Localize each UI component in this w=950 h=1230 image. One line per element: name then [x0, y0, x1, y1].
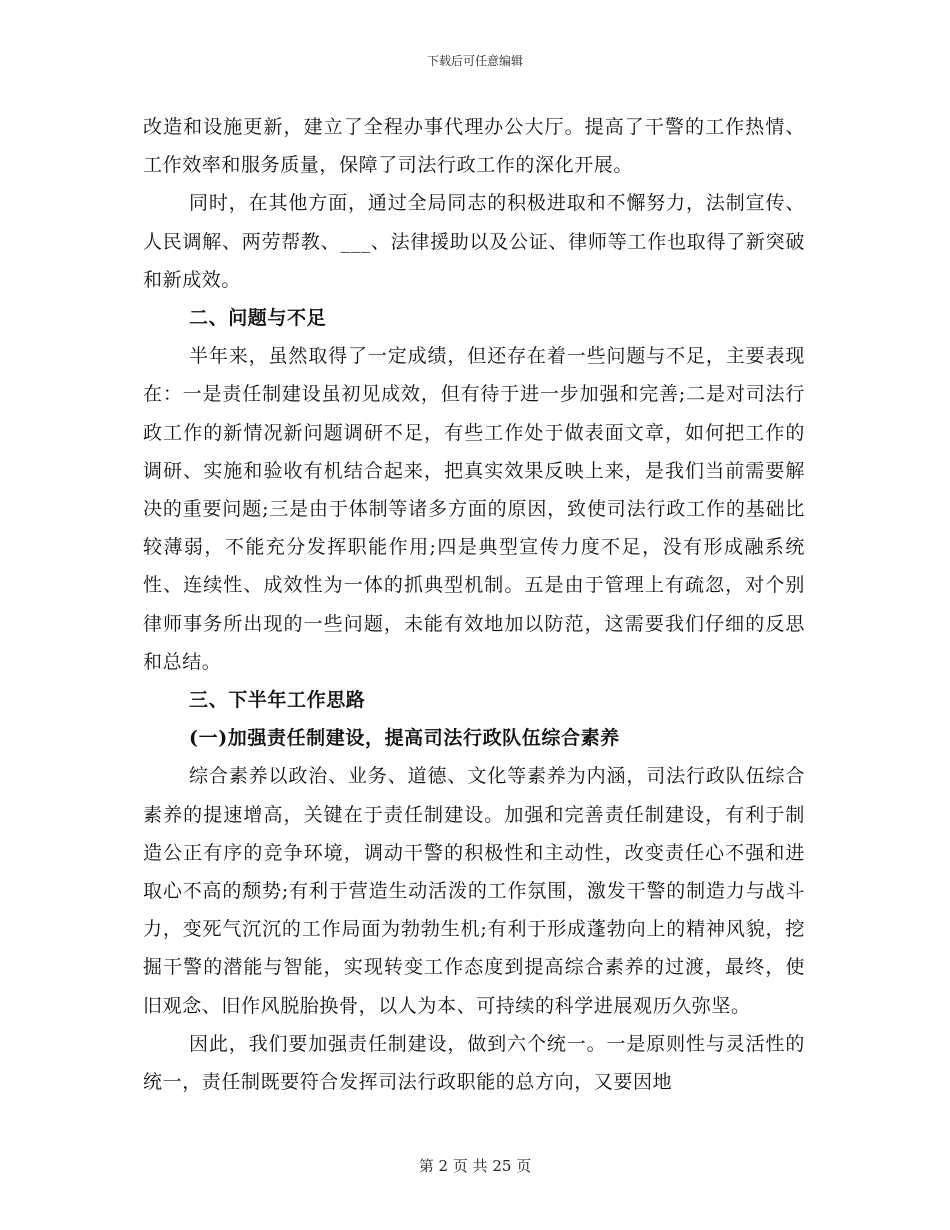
subsection-heading-responsibility: (一)加强责任制建设，提高司法行政队伍综合素养 [189, 727, 620, 750]
paragraph-six-unities: 因此，我们要加强责任制建设，做到六个统一。一是原则性与灵活性的统一，责任制既要符合发挥司法行政职能的总方向，又要因地 [143, 1032, 805, 1094]
section-heading-plan: 三、下半年工作思路 [189, 689, 366, 712]
section-heading-problems: 二、问题与不足 [189, 307, 327, 330]
page-footer: 第 2 页 共 25 页 [418, 1157, 532, 1175]
paragraph-problems: 半年来，虽然取得了一定成绩，但还存在着一些问题与不足，主要表现在：一是责任制建设虽初见成效，但有待于进一步加强和完善;二是对司法行政工作的新情况新问题调研不足，有些工作处于做表面文章，如何把工作的调研、实施和验收有机结合起来，把真实效果反映上来，是我们当前需要解决的重要问题;三是由于体制等诸多方面的原因，致使司法行政工作的基础比较薄弱，不能充分发挥职能作用;四是典型宣传力度不足，没有形成融系统性、连续性、成效性为一体的抓典型机制。五是由于管理上有疏忽，对个别律师事务所出现的一些问题，未能有效地加以防范，这需要我们仔细的反思和总结。 [143, 345, 805, 673]
paragraph-other-achievements: 同时，在其他方面，通过全局同志的积极进取和不懈努力，法制宣传、人民调解、两劳帮教、___、法律援助以及公证、律师等工作也取得了新突破和新成效。 [143, 192, 805, 291]
page-header: 下载后可任意编辑 [426, 54, 523, 68]
paragraph-continuation: 改造和设施更新，建立了全程办事代理办公大厅。提高了干警的工作热情、工作效率和服务质量，保障了司法行政工作的深化开展。 [143, 116, 805, 177]
paragraph-quality: 综合素养以政治、业务、道德、文化等素养为内涵，司法行政队伍综合素养的提速增高，关键在于责任制建设。加强和完善责任制建设，有利于制造公正有序的竞争环境，调动干警的积极性和主动性，改变责任心不强和进取心不高的颓势;有利于营造生动活泼的工作氛围，激发干警的制造力与战斗力，变死气沉沉的工作局面为勃勃生机;有利于形成蓬勃向上的精神风貌，挖掘干警的潜能与智能，实现转变工作态度到提高综合素养的过渡，最终，使旧观念、旧作风脱胎换骨，以人为本、可持续的科学进展观历久弥坚。 [143, 765, 805, 1017]
document-body [143, 108, 805, 1101]
